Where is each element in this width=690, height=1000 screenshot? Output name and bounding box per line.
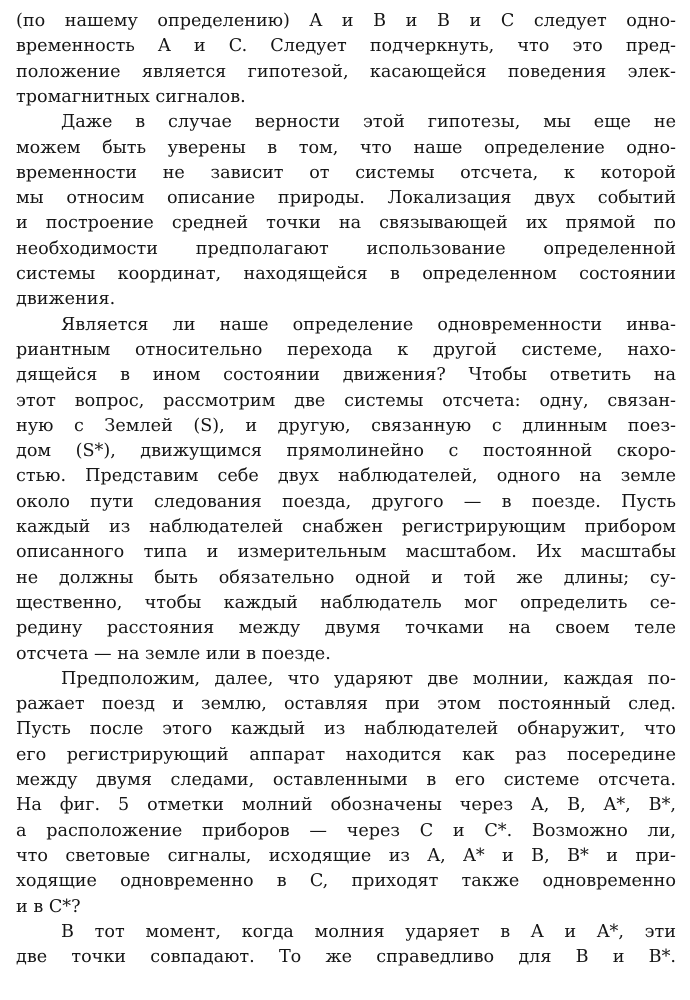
text-line: щественно, чтобы каждый наблюдатель мог определить се- — [16, 592, 676, 613]
text-line: две точки совпадают. То же справедливо для B и B*. — [16, 947, 676, 968]
text-line: (по нашему определению) A и B и B и C следует одно- — [16, 11, 676, 31]
text-line: На фиг. 5 отметки молний обозначены через A, B, A*, B*, — [16, 795, 676, 816]
text-line: движения. — [16, 289, 116, 310]
text-line: каждый из наблюдателей снабжен регистрирующим прибором — [16, 517, 676, 537]
text-line: а расположение приборов — через C и C*. Возможно ли, — [16, 820, 676, 841]
text-line: положение является гипотезой, касающейся поведения элек- — [16, 61, 676, 82]
text-line: системы координат, находящейся в определенном состоянии — [16, 264, 676, 284]
text-line: и построение средней точки на связывающей их прямой по — [16, 213, 676, 234]
text-line: между двумя следами, оставленными в его системе отсчета. — [16, 770, 676, 790]
text-line: стью. Представим себе двух наблюдателей, одного на земле — [16, 466, 676, 487]
text-line: временность A и C. Следует подчеркнуть, что это пред- — [16, 36, 676, 57]
text-line: редину расстояния между двумя точками на своем теле — [16, 618, 676, 639]
text-line: отсчета — на земле или в поезде. — [16, 643, 331, 664]
document-page — [16, 4, 676, 994]
text-line: дящейся в ином состоянии движения? Чтобы ответить на — [16, 365, 676, 386]
text-line: тромагнитных сигналов. — [16, 86, 246, 107]
text-line: Предположим, далее, что ударяют две молнии, каждая по- — [61, 668, 676, 689]
text-line: и в C*? — [16, 896, 81, 917]
text-line: не должны быть обязательно одной и той же длины; су- — [16, 567, 676, 588]
text-line: риантным относительно перехода к другой системе, нахо- — [16, 339, 676, 360]
text-line: В тот момент, когда молния ударяет в A и A*, эти — [61, 921, 676, 942]
text-line: что световые сигналы, исходящие из A, A* и B, B* и при- — [16, 845, 676, 866]
text-line: ную с Землей (S), и другую, связанную с длинным поез- — [16, 415, 676, 436]
text-line: Пусть после этого каждый из наблюдателей обнаружит, что — [16, 719, 676, 740]
text-line: описанного типа и измерительным масштабом. Их масштабы — [16, 542, 676, 563]
text-line: этот вопрос, рассмотрим две системы отсчета: одну, связан- — [16, 390, 676, 411]
text-line: его регистрирующий аппарат находится как раз посередине — [16, 744, 676, 765]
text-line: дом (S*), движущимся прямолинейно с постоянной скоро- — [16, 441, 676, 462]
text-line: можем быть уверены в том, что наше определение одно- — [16, 137, 676, 158]
text-line: необходимости предполагают использование определенной — [16, 238, 676, 259]
text-line: около пути следования поезда, другого — в поезде. Пусть — [16, 491, 676, 512]
text-line: Даже в случае верности этой гипотезы, мы еще не — [61, 112, 676, 133]
text-line: ражает поезд и землю, оставляя при этом постоянный след. — [16, 694, 676, 715]
text-line: Является ли наше определение одновременности инва- — [61, 314, 676, 335]
text-line: ходящие одновременно в C, приходят также одновременно — [16, 871, 676, 892]
text-line: мы относим описание природы. Локализация двух событий — [16, 188, 676, 209]
text-line: временности не зависит от системы отсчета, к которой — [16, 162, 676, 183]
